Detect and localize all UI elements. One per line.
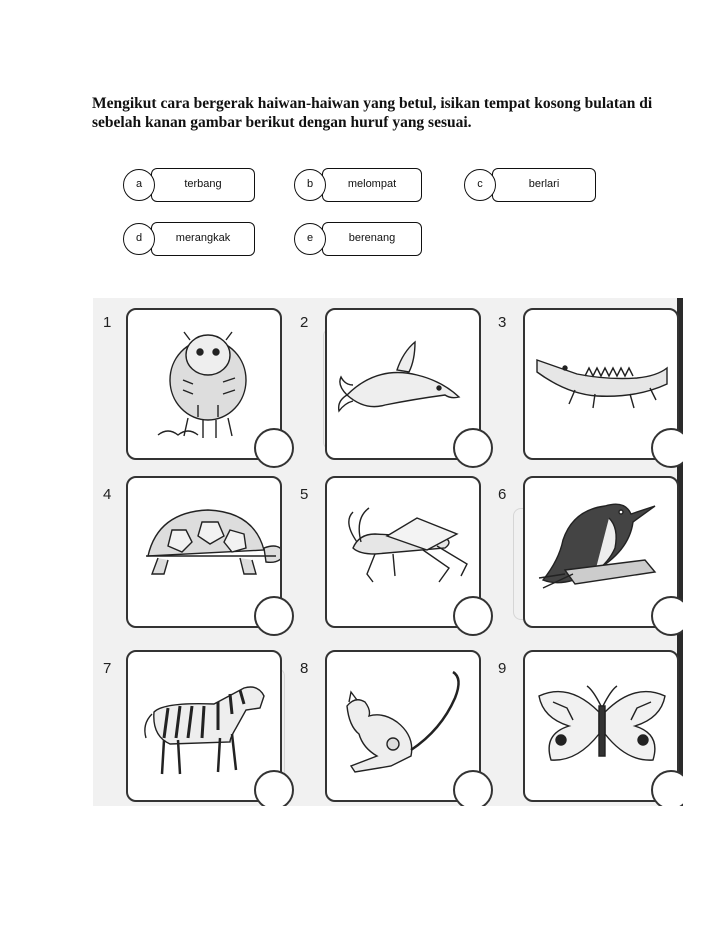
card-number: 7 [103,660,112,677]
answer-circle-8[interactable] [453,770,493,806]
card-number: 8 [300,660,309,677]
option-letter: c [464,169,496,201]
card-number: 3 [498,314,507,331]
option-label: merangkak [151,222,255,256]
answer-circle-7[interactable] [254,770,294,806]
option-letter: e [294,223,326,255]
animal-card-8 [325,650,481,802]
answer-circle-9[interactable] [651,770,683,806]
option-label: berenang [322,222,422,256]
option-label: berlari [492,168,596,202]
card-number: 5 [300,486,309,503]
animal-card-5 [325,476,481,628]
option-label: terbang [151,168,255,202]
answer-circle-1[interactable] [254,428,294,468]
animal-card-9 [523,650,679,802]
option-letter: a [123,169,155,201]
answer-circle-3[interactable] [651,428,683,468]
animal-card-4 [126,476,282,628]
card-number: 2 [300,314,309,331]
instruction-text: Mengikut cara bergerak haiwan-haiwan yang betul, isikan tempat kosong bulatan di sebelah kanan gambar berikut dengan huruf yang sesuai. [92,95,653,131]
option-letter: b [294,169,326,201]
animal-card-7 [126,650,282,802]
option-letter: d [123,223,155,255]
card-number: 1 [103,314,112,331]
answer-circle-5[interactable] [453,596,493,636]
animal-card-1 [126,308,282,460]
answer-circle-2[interactable] [453,428,493,468]
worksheet-image [93,298,683,806]
option-label: melompat [322,168,422,202]
animal-card-3 [523,308,679,460]
card-number: 9 [498,660,507,677]
card-number: 6 [498,486,507,503]
animal-card-6 [523,476,679,628]
answer-circle-4[interactable] [254,596,294,636]
card-number: 4 [103,486,112,503]
answer-circle-6[interactable] [651,596,683,636]
animal-card-2 [325,308,481,460]
